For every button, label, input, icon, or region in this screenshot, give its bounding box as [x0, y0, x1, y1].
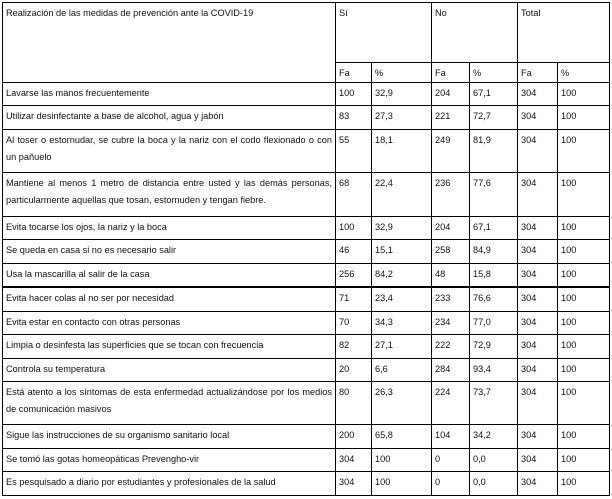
cell-total-pct: 100 [558, 311, 610, 334]
cell-no-pct: 67,1 [470, 216, 518, 239]
table-row [3, 425, 610, 448]
table-wrapper [2, 2, 609, 496]
cell-no-fa: 204 [432, 216, 470, 239]
row-label: Es pesquisado a diario por estudiantes y profesionales de la salud [3, 472, 336, 496]
row-label: Sigue las instrucciones de su organismo sanitario local [3, 425, 336, 448]
cell-no-pct: 72,7 [470, 106, 518, 129]
cell-no-fa: 104 [432, 425, 470, 448]
table-row [3, 358, 610, 381]
header-group-no: No [432, 3, 518, 63]
cell-total-pct: 100 [558, 358, 610, 381]
table-row [3, 240, 610, 263]
cell-total-pct: 100 [558, 448, 610, 471]
cell-total-pct: 100 [558, 425, 610, 448]
table-row [3, 263, 610, 287]
cell-no-pct: 0,0 [470, 448, 518, 471]
row-label: Utilizar desinfectante a base de alcohol, agua y jabón [3, 106, 336, 129]
subheader-no-pct: % [470, 63, 518, 83]
cell-total-fa: 304 [518, 358, 558, 381]
table-row [3, 448, 610, 471]
cell-total-fa: 304 [518, 287, 558, 311]
cell-total-fa: 304 [518, 129, 558, 172]
cell-no-fa: 224 [432, 382, 470, 425]
cell-total-pct: 100 [558, 472, 610, 496]
prevention-measures-table [2, 2, 610, 496]
row-label: Mantiene al menos 1 metro de distancia entre usted y las demás personas, particularmente aquellas que tosan, estornuden y tengan fiebre. [3, 173, 336, 216]
subheader-si-pct: % [372, 63, 432, 83]
cell-total-pct: 100 [558, 83, 610, 106]
cell-si-pct: 100 [372, 448, 432, 471]
cell-si-fa: 68 [336, 173, 372, 216]
cell-no-fa: 204 [432, 83, 470, 106]
row-label: Está atento a los síntomas de esta enfermedad actualizándose por los medios de comunicación masivos [3, 382, 336, 425]
cell-si-pct: 22,4 [372, 173, 432, 216]
cell-si-pct: 100 [372, 472, 432, 496]
cell-no-pct: 0,0 [470, 472, 518, 496]
cell-total-pct: 100 [558, 287, 610, 311]
header-title: Realización de las medidas de prevención ante la COVID-19 [3, 3, 336, 83]
row-label: Lavarse las manos frecuentemente [3, 83, 336, 106]
cell-si-pct: 65,8 [372, 425, 432, 448]
cell-total-pct: 100 [558, 263, 610, 287]
cell-no-fa: 258 [432, 240, 470, 263]
cell-no-pct: 76,6 [470, 287, 518, 311]
table-row [3, 311, 610, 334]
cell-no-pct: 77,6 [470, 173, 518, 216]
cell-total-fa: 304 [518, 216, 558, 239]
cell-total-fa: 304 [518, 311, 558, 334]
row-label: Controla su temperatura [3, 358, 336, 381]
cell-no-pct: 15,8 [470, 263, 518, 287]
cell-si-pct: 34,3 [372, 311, 432, 334]
cell-no-pct: 72,9 [470, 335, 518, 358]
cell-si-pct: 6,6 [372, 358, 432, 381]
cell-no-pct: 34,2 [470, 425, 518, 448]
subheader-total-fa: Fa [518, 63, 558, 83]
cell-si-fa: 200 [336, 425, 372, 448]
header-row [3, 3, 610, 63]
cell-si-fa: 71 [336, 287, 372, 311]
cell-si-fa: 100 [336, 83, 372, 106]
cell-total-fa: 304 [518, 472, 558, 496]
cell-total-fa: 304 [518, 263, 558, 287]
cell-no-pct: 81,9 [470, 129, 518, 172]
table-row [3, 382, 610, 425]
cell-si-fa: 82 [336, 335, 372, 358]
cell-total-fa: 304 [518, 425, 558, 448]
cell-si-fa: 100 [336, 216, 372, 239]
table-row [3, 287, 610, 311]
cell-si-pct: 27,1 [372, 335, 432, 358]
table-row [3, 83, 610, 106]
header-group-si: Sí [336, 3, 432, 63]
cell-total-fa: 304 [518, 448, 558, 471]
cell-total-fa: 304 [518, 335, 558, 358]
cell-si-fa: 304 [336, 448, 372, 471]
cell-total-pct: 100 [558, 129, 610, 172]
cell-no-pct: 67,1 [470, 83, 518, 106]
cell-no-fa: 0 [432, 472, 470, 496]
cell-no-pct: 84,9 [470, 240, 518, 263]
cell-no-pct: 93,4 [470, 358, 518, 381]
cell-si-fa: 46 [336, 240, 372, 263]
row-label: Se queda en casa si no es necesario salir [3, 240, 336, 263]
cell-total-fa: 304 [518, 173, 558, 216]
cell-si-fa: 20 [336, 358, 372, 381]
cell-si-fa: 256 [336, 263, 372, 287]
cell-si-pct: 84,2 [372, 263, 432, 287]
cell-total-pct: 100 [558, 216, 610, 239]
cell-si-fa: 70 [336, 311, 372, 334]
cell-si-fa: 80 [336, 382, 372, 425]
cell-total-pct: 100 [558, 335, 610, 358]
cell-total-fa: 304 [518, 83, 558, 106]
cell-si-fa: 55 [336, 129, 372, 172]
header-group-total: Total [518, 3, 610, 63]
table-row [3, 106, 610, 129]
row-label: Evita tocarse los ojos, la nariz y la boca [3, 216, 336, 239]
cell-no-fa: 234 [432, 311, 470, 334]
cell-si-fa: 83 [336, 106, 372, 129]
table-row [3, 472, 610, 496]
row-label: Usa la mascarilla al salir de la casa [3, 263, 336, 287]
subheader-total-pct: % [558, 63, 610, 83]
cell-no-pct: 77,0 [470, 311, 518, 334]
cell-si-fa: 304 [336, 472, 372, 496]
table-row [3, 129, 610, 172]
cell-no-pct: 73,7 [470, 382, 518, 425]
subheader-si-fa: Fa [336, 63, 372, 83]
row-label: Al toser o estornudar, se cubre la boca y la nariz con el codo flexionado o con un pañuelo [3, 129, 336, 172]
cell-no-fa: 233 [432, 287, 470, 311]
cell-si-pct: 18,1 [372, 129, 432, 172]
cell-total-pct: 100 [558, 382, 610, 425]
cell-total-fa: 304 [518, 382, 558, 425]
cell-si-pct: 15,1 [372, 240, 432, 263]
cell-si-pct: 27,3 [372, 106, 432, 129]
cell-total-fa: 304 [518, 106, 558, 129]
cell-total-fa: 304 [518, 240, 558, 263]
row-label: Se tomó las gotas homeopáticas Prevengho-vir [3, 448, 336, 471]
table-row [3, 335, 610, 358]
cell-no-fa: 48 [432, 263, 470, 287]
cell-si-pct: 32,9 [372, 216, 432, 239]
row-label: Limpia o desinfesta las superficies que se tocan con frecuencia [3, 335, 336, 358]
cell-no-fa: 222 [432, 335, 470, 358]
cell-total-pct: 100 [558, 106, 610, 129]
cell-total-pct: 100 [558, 240, 610, 263]
cell-no-fa: 236 [432, 173, 470, 216]
cell-no-fa: 221 [432, 106, 470, 129]
cell-si-pct: 32,9 [372, 83, 432, 106]
subheader-no-fa: Fa [432, 63, 470, 83]
cell-si-pct: 23,4 [372, 287, 432, 311]
cell-no-fa: 284 [432, 358, 470, 381]
table-row [3, 173, 610, 216]
cell-no-fa: 249 [432, 129, 470, 172]
row-label: Evita estar en contacto con otras personas [3, 311, 336, 334]
cell-no-fa: 0 [432, 448, 470, 471]
cell-si-pct: 26,3 [372, 382, 432, 425]
row-label: Evita hacer colas al no ser por necesidad [3, 287, 336, 311]
cell-total-pct: 100 [558, 173, 610, 216]
table-row [3, 216, 610, 239]
